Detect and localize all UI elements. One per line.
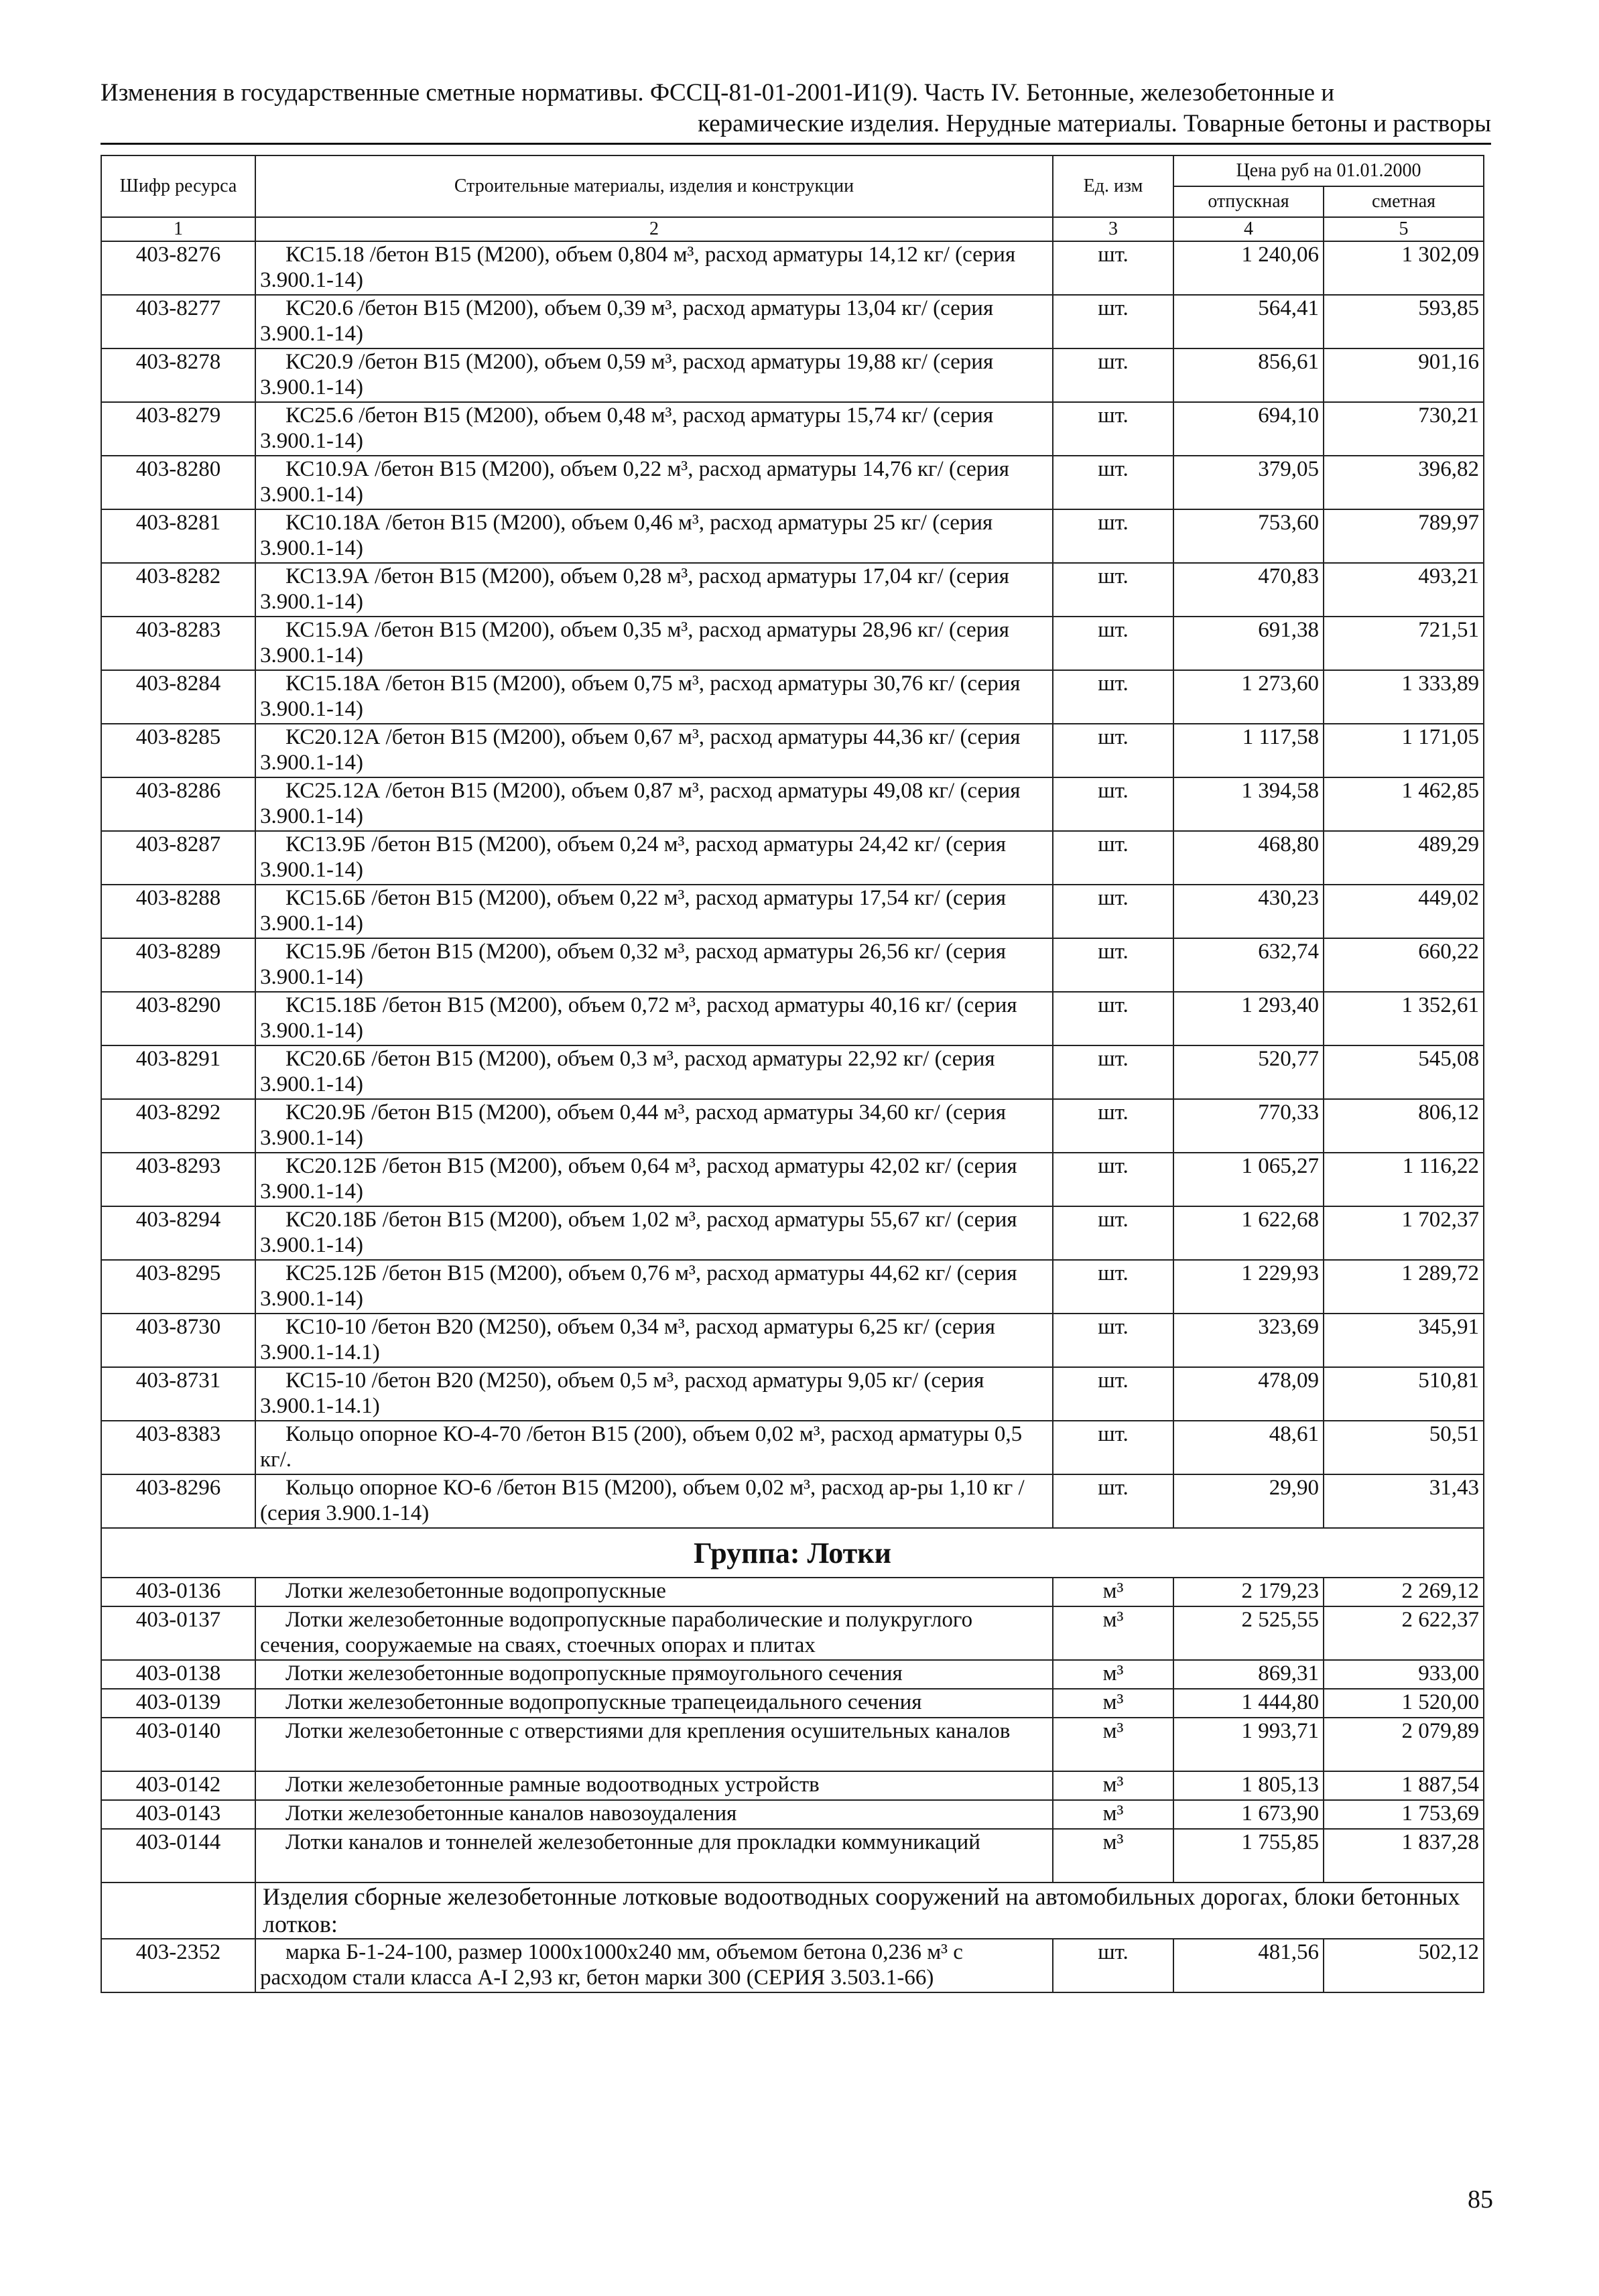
row-release-price: 29,90 [1173,1474,1324,1528]
row-estimate-price: 933,00 [1324,1660,1484,1689]
row-name: КС15.6Б /бетон В15 (М200), объем 0,22 м³, расход арматуры 17,54 кг/ (серия 3.900.1-14) [255,885,1053,938]
row-unit: шт. [1053,670,1173,724]
row-estimate-price: 345,91 [1324,1314,1484,1367]
row-estimate-price: 396,82 [1324,456,1484,509]
row-code: 403-8279 [101,402,255,456]
row-release-price: 1 117,58 [1173,724,1324,777]
subheading-empty-cell [101,1883,255,1939]
row-code: 403-8288 [101,885,255,938]
table-row [101,1314,1484,1367]
row-unit: шт. [1053,1314,1173,1367]
table-row [101,1771,1484,1800]
row-unit: шт. [1053,295,1173,348]
row-name: Лотки железобетонные каналов навозоудаления [255,1800,1053,1829]
row-estimate-price: 1 887,54 [1324,1771,1484,1800]
page-number: 85 [1468,2185,1493,2214]
col-number: 1 [101,217,255,241]
row-estimate-price: 50,51 [1324,1421,1484,1474]
row-unit: шт. [1053,1153,1173,1206]
col-price-header: Цена руб на 01.01.2000 [1173,155,1484,186]
header-line-1: Изменения в государственные сметные нормативы. ФССЦ-81-01-2001-И1(9). Часть IV. Бетонные, железобетонные и [101,79,1335,107]
row-release-price: 1 755,85 [1173,1829,1324,1883]
row-code: 403-8290 [101,992,255,1045]
row-unit: м³ [1053,1771,1173,1800]
row-estimate-price: 2 079,89 [1324,1718,1484,1771]
row-unit: шт. [1053,1045,1173,1099]
row-release-price: 564,41 [1173,295,1324,348]
row-code: 403-8383 [101,1421,255,1474]
row-code: 403-8287 [101,831,255,885]
row-unit: шт. [1053,831,1173,885]
row-code: 403-0136 [101,1578,255,1606]
row-code: 403-8293 [101,1153,255,1206]
row-release-price: 520,77 [1173,1045,1324,1099]
row-name: КС20.12А /бетон В15 (М200), объем 0,67 м³, расход арматуры 44,36 кг/ (серия 3.900.1-14) [255,724,1053,777]
row-unit: шт. [1053,1421,1173,1474]
row-code: 403-0144 [101,1829,255,1883]
row-estimate-price: 1 302,09 [1324,241,1484,295]
row-name: КС20.6Б /бетон В15 (М200), объем 0,3 м³, расход арматуры 22,92 кг/ (серия 3.900.1-14) [255,1045,1053,1099]
row-estimate-price: 1 520,00 [1324,1689,1484,1718]
row-release-price: 468,80 [1173,831,1324,885]
row-unit: шт. [1053,938,1173,992]
row-release-price: 1 805,13 [1173,1771,1324,1800]
row-code: 403-8277 [101,295,255,348]
table-row [101,617,1484,670]
row-code: 403-8285 [101,724,255,777]
row-estimate-price: 1 753,69 [1324,1800,1484,1829]
table-row [101,241,1484,295]
row-unit: шт. [1053,724,1173,777]
row-release-price: 869,31 [1173,1660,1324,1689]
row-name: Лотки железобетонные водопропускные [255,1578,1053,1606]
table-row [101,1153,1484,1206]
table-row [101,1718,1484,1771]
row-release-price: 1 993,71 [1173,1718,1324,1771]
row-estimate-price: 1 333,89 [1324,670,1484,724]
table-row [101,1421,1484,1474]
row-unit: шт. [1053,992,1173,1045]
row-unit: шт. [1053,348,1173,402]
row-name: Лотки железобетонные с отверстиями для крепления осушительных каналов [255,1718,1053,1771]
row-code: 403-8292 [101,1099,255,1153]
table-row [101,563,1484,617]
col-number: 5 [1324,217,1484,241]
row-unit: шт. [1053,1367,1173,1421]
group-section [101,1528,1484,1578]
row-code: 403-8280 [101,456,255,509]
table-body-trays [101,1578,1484,1883]
row-name: Лотки железобетонные рамные водоотводных устройств [255,1771,1053,1800]
table-row [101,1206,1484,1260]
row-unit: шт. [1053,509,1173,563]
col-code-header: Шифр ресурса [101,155,255,217]
row-code: 403-0138 [101,1660,255,1689]
row-name: КС25.12Б /бетон В15 (М200), объем 0,76 м³, расход арматуры 44,62 кг/ (серия 3.900.1-14) [255,1260,1053,1314]
row-release-price: 481,56 [1173,1939,1324,1992]
row-code: 403-0139 [101,1689,255,1718]
row-release-price: 48,61 [1173,1421,1324,1474]
row-release-price: 379,05 [1173,456,1324,509]
row-name: Кольцо опорное КО-4-70 /бетон В15 (200), объем 0,02 м³, расход арматуры 0,5 кг/. [255,1421,1053,1474]
row-release-price: 1 673,90 [1173,1800,1324,1829]
row-release-price: 1 444,80 [1173,1689,1324,1718]
row-estimate-price: 493,21 [1324,563,1484,617]
row-unit: шт. [1053,1206,1173,1260]
row-estimate-price: 1 289,72 [1324,1260,1484,1314]
row-name: КС15.18 /бетон В15 (М200), объем 0,804 м³, расход арматуры 14,12 кг/ (серия 3.900.1-14) [255,241,1053,295]
row-code: 403-8276 [101,241,255,295]
row-release-price: 856,61 [1173,348,1324,402]
table-row [101,1800,1484,1829]
row-release-price: 430,23 [1173,885,1324,938]
table-row [101,1367,1484,1421]
row-unit: шт. [1053,777,1173,831]
subheading: Изделия сборные железобетонные лотковые водоотводных сооружений на автомобильных дорогах, блоки бетонных лотков: [255,1883,1484,1939]
row-name: КС10-10 /бетон В20 (М250), объем 0,34 м³, расход арматуры 6,25 кг/ (серия 3.900.1-14.1) [255,1314,1053,1367]
table-row [101,1829,1484,1883]
table-body-concrete-rings [101,241,1484,1528]
row-release-price: 1 240,06 [1173,241,1324,295]
row-estimate-price: 730,21 [1324,402,1484,456]
table-row [101,295,1484,348]
row-unit: шт. [1053,456,1173,509]
row-unit: шт. [1053,885,1173,938]
row-unit: м³ [1053,1800,1173,1829]
col-number: 2 [255,217,1053,241]
row-unit: м³ [1053,1718,1173,1771]
row-estimate-price: 660,22 [1324,938,1484,992]
row-estimate-price: 2 622,37 [1324,1606,1484,1660]
row-name: КС15-10 /бетон В20 (М250), объем 0,5 м³, расход арматуры 9,05 кг/ (серия 3.900.1-14.1) [255,1367,1053,1421]
table-row [101,831,1484,885]
row-release-price: 470,83 [1173,563,1324,617]
row-release-price: 478,09 [1173,1367,1324,1421]
row-name: КС13.9А /бетон В15 (М200), объем 0,28 м³, расход арматуры 17,04 кг/ (серия 3.900.1-14) [255,563,1053,617]
col-number: 4 [1173,217,1324,241]
row-release-price: 2 525,55 [1173,1606,1324,1660]
row-name: марка Б-1-24-100, размер 1000х1000х240 мм, объемом бетона 0,236 м³ с расходом стали класса А-I 2,93 кг, бетон марки 300 (СЕРИЯ 3.503.1-66) [255,1939,1053,1992]
row-name: КС20.6 /бетон В15 (М200), объем 0,39 м³, расход арматуры 13,04 кг/ (серия 3.900.1-14) [255,295,1053,348]
row-unit: шт. [1053,1939,1173,1992]
table-row [101,1606,1484,1660]
table-header [101,155,1484,241]
row-name: Лотки железобетонные водопропускные параболические и полукруглого сечения, сооружаемые на сваях, стоечных опорах и плитах [255,1606,1053,1660]
table-row [101,1578,1484,1606]
row-name: Лотки железобетонные водопропускные прямоугольного сечения [255,1660,1053,1689]
table-body-blocks [101,1939,1484,1992]
row-code: 403-0143 [101,1800,255,1829]
row-unit: шт. [1053,241,1173,295]
row-estimate-price: 449,02 [1324,885,1484,938]
row-name: КС20.18Б /бетон В15 (М200), объем 1,02 м³, расход арматуры 55,67 кг/ (серия 3.900.1-14) [255,1206,1053,1260]
row-code: 403-8284 [101,670,255,724]
row-name: КС20.12Б /бетон В15 (М200), объем 0,64 м³, расход арматуры 42,02 кг/ (серия 3.900.1-14) [255,1153,1053,1206]
table-row [101,348,1484,402]
row-name: Лотки железобетонные водопропускные трапецеидального сечения [255,1689,1053,1718]
row-code: 403-8296 [101,1474,255,1528]
table-row [101,509,1484,563]
table-row [101,1474,1484,1528]
row-estimate-price: 2 269,12 [1324,1578,1484,1606]
row-name: КС10.18А /бетон В15 (М200), объем 0,46 м³, расход арматуры 25 кг/ (серия 3.900.1-14) [255,509,1053,563]
row-code: 403-8291 [101,1045,255,1099]
table-row [101,456,1484,509]
row-unit: м³ [1053,1578,1173,1606]
row-estimate-price: 1 702,37 [1324,1206,1484,1260]
row-release-price: 691,38 [1173,617,1324,670]
page-header [101,78,1491,139]
table-row [101,1939,1484,1992]
row-code: 403-0142 [101,1771,255,1800]
table-row [101,724,1484,777]
row-estimate-price: 901,16 [1324,348,1484,402]
row-release-price: 1 394,58 [1173,777,1324,831]
row-code: 403-8278 [101,348,255,402]
row-estimate-price: 502,12 [1324,1939,1484,1992]
row-release-price: 323,69 [1173,1314,1324,1367]
row-name: КС15.9Б /бетон В15 (М200), объем 0,32 м³, расход арматуры 26,56 кг/ (серия 3.900.1-14) [255,938,1053,992]
row-name: КС20.9 /бетон В15 (М200), объем 0,59 м³, расход арматуры 19,88 кг/ (серия 3.900.1-14) [255,348,1053,402]
row-name: Кольцо опорное КО-6 /бетон В15 (М200), объем 0,02 м³, расход ар-ры 1,10 кг / (серия 3.900.1-14) [255,1474,1053,1528]
row-unit: шт. [1053,1474,1173,1528]
row-code: 403-8731 [101,1367,255,1421]
row-name: КС20.9Б /бетон В15 (М200), объем 0,44 м³, расход арматуры 34,60 кг/ (серия 3.900.1-14) [255,1099,1053,1153]
row-name: КС13.9Б /бетон В15 (М200), объем 0,24 м³, расход арматуры 24,42 кг/ (серия 3.900.1-14) [255,831,1053,885]
table-row [101,1260,1484,1314]
row-estimate-price: 1 116,22 [1324,1153,1484,1206]
row-estimate-price: 789,97 [1324,509,1484,563]
row-code: 403-8730 [101,1314,255,1367]
table-row [101,1660,1484,1689]
row-unit: шт. [1053,1099,1173,1153]
row-code: 403-8295 [101,1260,255,1314]
row-unit: м³ [1053,1660,1173,1689]
table-row [101,777,1484,831]
group-title: Группа: Лотки [101,1528,1484,1578]
col-name-header: Строительные материалы, изделия и конструкции [255,155,1053,217]
table-row [101,938,1484,992]
header-rule [101,143,1491,145]
row-estimate-price: 806,12 [1324,1099,1484,1153]
subheading-section [101,1883,1484,1939]
row-name: КС25.6 /бетон В15 (М200), объем 0,48 м³, расход арматуры 15,74 кг/ (серия 3.900.1-14) [255,402,1053,456]
table-row [101,1099,1484,1153]
row-code: 403-8294 [101,1206,255,1260]
row-release-price: 2 179,23 [1173,1578,1324,1606]
row-code: 403-8289 [101,938,255,992]
row-estimate-price: 510,81 [1324,1367,1484,1421]
row-code: 403-8281 [101,509,255,563]
price-table [101,155,1484,1993]
row-estimate-price: 489,29 [1324,831,1484,885]
row-estimate-price: 1 171,05 [1324,724,1484,777]
row-name: КС25.12А /бетон В15 (М200), объем 0,87 м³, расход арматуры 49,08 кг/ (серия 3.900.1-14) [255,777,1053,831]
row-name: КС15.9А /бетон В15 (М200), объем 0,35 м³, расход арматуры 28,96 кг/ (серия 3.900.1-14) [255,617,1053,670]
table-row [101,1689,1484,1718]
row-unit: м³ [1053,1829,1173,1883]
row-estimate-price: 1 462,85 [1324,777,1484,831]
row-code: 403-8282 [101,563,255,617]
row-release-price: 1 622,68 [1173,1206,1324,1260]
row-unit: шт. [1053,563,1173,617]
row-code: 403-2352 [101,1939,255,1992]
col-release-header: отпускная [1173,186,1324,217]
table-row [101,885,1484,938]
row-name: КС15.18А /бетон В15 (М200), объем 0,75 м³, расход арматуры 30,76 кг/ (серия 3.900.1-14) [255,670,1053,724]
row-estimate-price: 31,43 [1324,1474,1484,1528]
row-release-price: 1 065,27 [1173,1153,1324,1206]
row-name: Лотки каналов и тоннелей железобетонные для прокладки коммуникаций [255,1829,1053,1883]
col-number: 3 [1053,217,1173,241]
col-estimate-header: сметная [1324,186,1484,217]
table-row [101,1045,1484,1099]
row-release-price: 770,33 [1173,1099,1324,1153]
row-estimate-price: 545,08 [1324,1045,1484,1099]
row-estimate-price: 721,51 [1324,617,1484,670]
row-estimate-price: 593,85 [1324,295,1484,348]
row-release-price: 632,74 [1173,938,1324,992]
row-estimate-price: 1 352,61 [1324,992,1484,1045]
row-code: 403-0137 [101,1606,255,1660]
row-estimate-price: 1 837,28 [1324,1829,1484,1883]
row-code: 403-8286 [101,777,255,831]
row-unit: шт. [1053,402,1173,456]
row-release-price: 1 273,60 [1173,670,1324,724]
row-release-price: 694,10 [1173,402,1324,456]
col-unit-header: Ед. изм [1053,155,1173,217]
row-unit: шт. [1053,617,1173,670]
row-name: КС10.9А /бетон В15 (М200), объем 0,22 м³, расход арматуры 14,76 кг/ (серия 3.900.1-14) [255,456,1053,509]
row-unit: м³ [1053,1689,1173,1718]
row-code: 403-0140 [101,1718,255,1771]
table-row [101,402,1484,456]
row-release-price: 1 229,93 [1173,1260,1324,1314]
row-code: 403-8283 [101,617,255,670]
table-row [101,992,1484,1045]
row-name: КС15.18Б /бетон В15 (М200), объем 0,72 м³, расход арматуры 40,16 кг/ (серия 3.900.1-14) [255,992,1053,1045]
row-release-price: 753,60 [1173,509,1324,563]
row-unit: шт. [1053,1260,1173,1314]
header-line-2: керамические изделия. Нерудные материалы. Товарные бетоны и растворы [698,110,1491,137]
table-row [101,670,1484,724]
row-unit: м³ [1053,1606,1173,1660]
row-release-price: 1 293,40 [1173,992,1324,1045]
